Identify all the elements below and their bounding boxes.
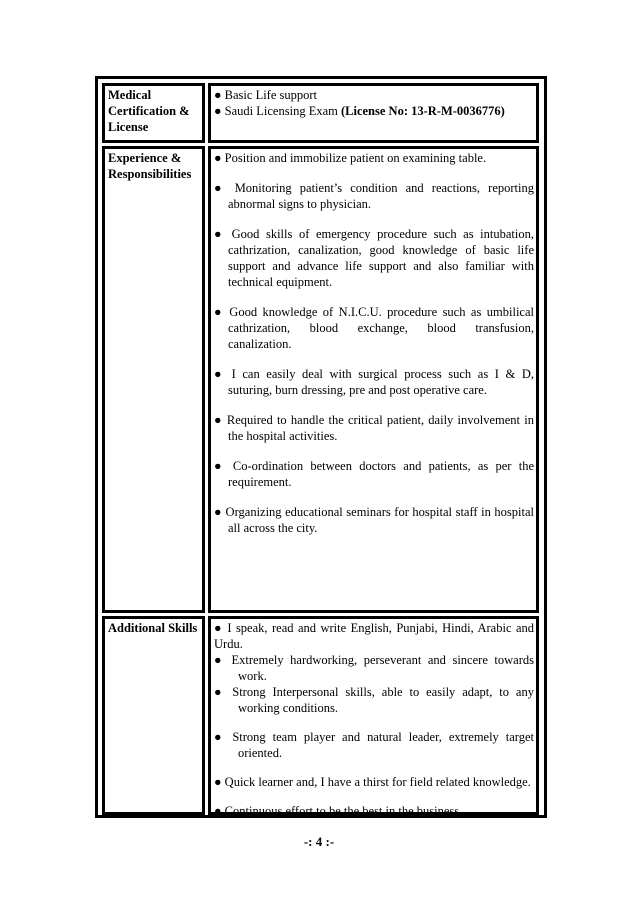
list-item: ● Basic Life support: [214, 88, 318, 102]
list-item: ● I speak, read and write English, Punjabi, Hindi, Arabic and Urdu.: [214, 621, 534, 651]
label-medical-certification: Medical Certification & License: [102, 83, 205, 143]
license-number: (License No: 13-R-M-0036776): [340, 104, 505, 118]
content-experience: [208, 146, 539, 613]
list-item: ● Organizing educational seminars for hospital staff in hospital all across the city.: [214, 505, 534, 535]
list-item: ● Position and immobilize patient on examining table.: [214, 151, 487, 165]
list-item: ● Continuous effort to be the best in the business.: [214, 804, 463, 818]
page-number: -: 4 :-: [303, 834, 335, 849]
list-item: ● Good knowledge of N.I.C.U. procedure such as umbilical cathrization, blood exchange, blood transfusion, canalization.: [214, 305, 534, 351]
list-item: ● Required to handle the critical patient, daily involvement in the hospital activities.: [214, 413, 534, 443]
list-item: [214, 103, 534, 119]
list-item: ● Strong team player and natural leader, extremely target oriented.: [214, 730, 534, 760]
list-item: ● I can easily deal with surgical process such as I & D, suturing, burn dressing, pre and post operative care.: [214, 367, 534, 397]
resume-table: [95, 76, 547, 818]
label-experience: Experience & Responsibilities: [102, 146, 205, 613]
list-item: ● Co-ordination between doctors and patients, as per the requirement.: [214, 459, 534, 489]
content-medical-certification: [208, 83, 539, 143]
label-additional-skills: Additional Skills: [102, 616, 205, 815]
list-item: ● Strong Interpersonal skills, able to easily adapt, to any working conditions.: [214, 685, 534, 715]
list-item: ● Monitoring patient’s condition and reactions, reporting abnormal signs to physician.: [214, 181, 534, 211]
content-additional-skills: [208, 616, 539, 818]
license-exam-text: ● Saudi Licensing Exam: [214, 104, 341, 118]
list-item: ● Quick learner and, I have a thirst for field related knowledge.: [214, 775, 531, 789]
list-item: ● Good skills of emergency procedure such as intubation, cathrization, canalization, good knowledge of basic life support and advance life support and also familiar with technical equipment.: [214, 227, 534, 289]
list-item: ● Extremely hardworking, perseverant and sincere towards work.: [214, 653, 534, 683]
